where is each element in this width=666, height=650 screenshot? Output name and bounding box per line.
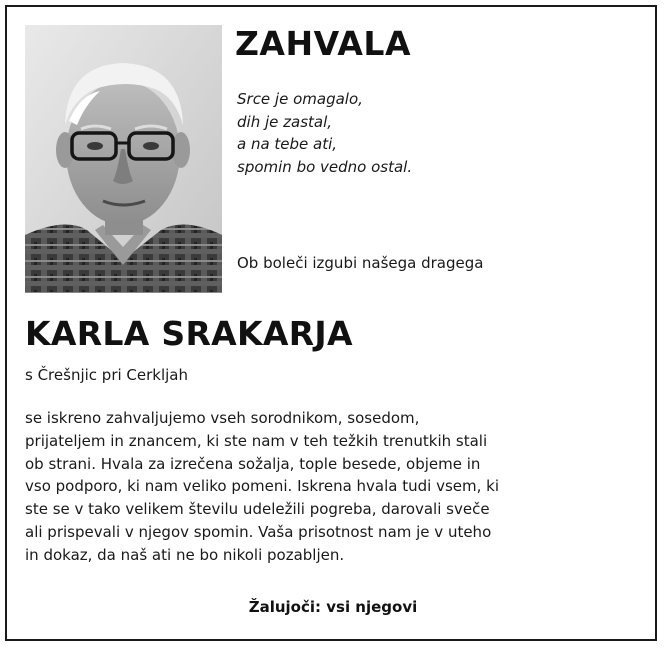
gratitude-line: ob strani. Hvala za izrečena sožalja, tople besede, objeme in bbox=[25, 454, 481, 473]
intro-text: Ob boleči izgubi našega dragega bbox=[237, 254, 484, 272]
portrait-photo bbox=[25, 25, 222, 293]
poem-line: a na tebe ati, bbox=[237, 135, 338, 153]
notice-title: ZAHVALA bbox=[235, 24, 411, 63]
poem-line: dih je zastal, bbox=[237, 112, 333, 131]
gratitude-line: ste se v tako velikem številu udeležili pogreba, darovali sveče bbox=[25, 500, 490, 519]
deceased-origin: s Črešnjic pri Cerkljah bbox=[25, 366, 189, 384]
gratitude-line: vso podporo, ki nam veliko pomeni. Iskrena hvala tudi vsem, ki bbox=[25, 477, 500, 496]
gratitude-line: prijateljem in znancem, ki ste nam v teh težkih trenutkih stali bbox=[25, 431, 488, 450]
gratitude-line: ali prispevali v njegov spomin. Vaša prisotnost nam je v uteho bbox=[25, 522, 492, 541]
gratitude-line: se iskreno zahvaljujemo vseh sorodnikom, sosedom, bbox=[25, 409, 420, 427]
signature: Žalujoči: vsi njegovi bbox=[248, 598, 418, 616]
poem bbox=[237, 88, 412, 178]
poem-line: spomin bo vedno ostal. bbox=[237, 157, 413, 176]
poem-line: Srce je omagalo, bbox=[237, 90, 363, 108]
gratitude-line: in dokaz, da naš ati ne bo nikoli pozabljen. bbox=[25, 545, 345, 564]
deceased-name: KARLA SRAKARJA bbox=[25, 314, 353, 353]
portrait-image bbox=[25, 25, 222, 293]
gratitude-text bbox=[25, 407, 640, 567]
